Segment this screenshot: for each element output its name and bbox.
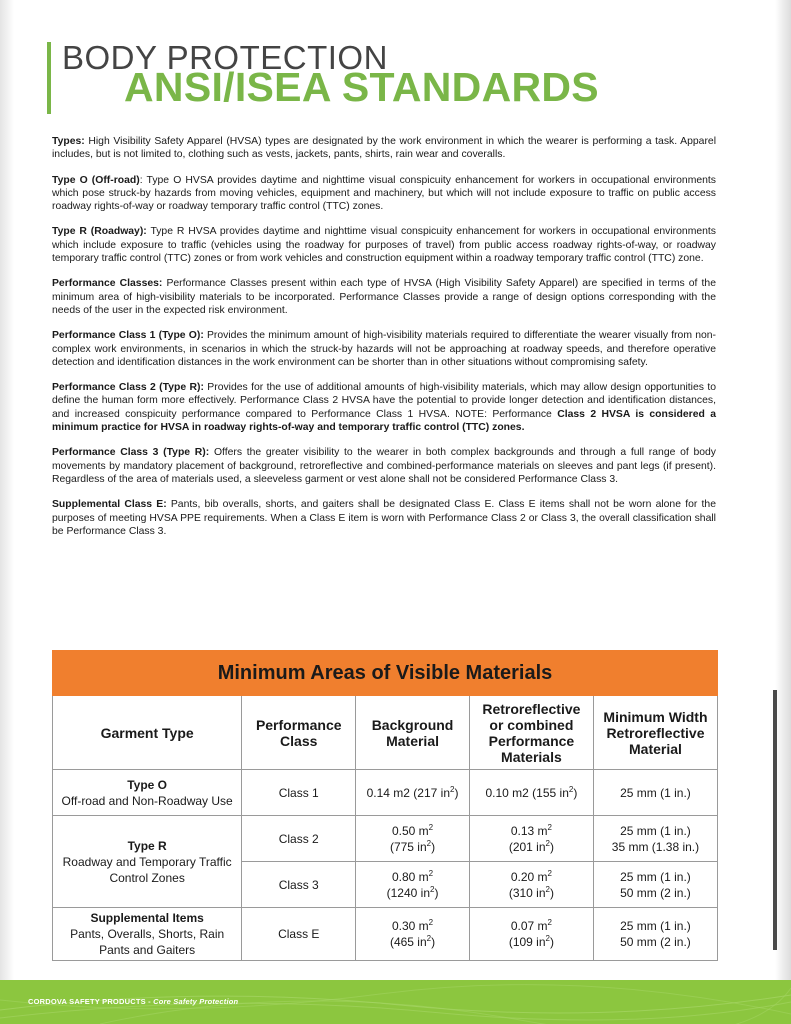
header-garment-type: Garment Type: [53, 696, 242, 770]
value-text: (310 in: [508, 885, 546, 900]
table-row: [53, 908, 718, 961]
width-cell: 25 mm (1 in.): [593, 770, 717, 816]
binding-edge: [773, 690, 777, 950]
header-background-material: Background Material: [356, 696, 470, 770]
value-text: 0.30 m: [391, 919, 429, 933]
paragraph-label: Performance Class 2 (Type R):: [52, 382, 204, 394]
value-text: (465 in: [389, 935, 427, 949]
paragraph-performance-classes: [52, 277, 716, 317]
table-header-row: [53, 696, 718, 770]
page-shadow-left: [0, 0, 14, 1024]
paragraph-text: Performance Classes present within each type of HVSA (High Visibility Safety Apparel) are specified in terms of the minimum area of high-visibility materials to be incorporated. Performance Classes provide a range of design options corresponding with the needs of the user in the expected risk environment.: [52, 278, 716, 316]
page-title-line2: ANSI/ISEA STANDARDS: [124, 64, 599, 110]
footer-brand: CORDOVA SAFETY PRODUCTS: [28, 997, 146, 1006]
superscript: 2: [426, 838, 432, 848]
superscript: 2: [450, 784, 455, 794]
width-cell: [593, 816, 717, 862]
superscript: 2: [430, 884, 435, 894]
table-row: [53, 770, 718, 816]
width-cell: [593, 908, 717, 961]
class-cell: Class 2: [242, 816, 356, 862]
footer-separator: -: [145, 997, 154, 1006]
value-text: (1240 in: [386, 885, 430, 900]
paragraph-label: Performance Class 3 (Type R):: [52, 447, 210, 459]
paragraph-label: Types:: [52, 136, 85, 147]
paragraph-text: Provides the minimum amount of high-visibility materials required to differentiate the wearer visually from non-complex work environments, in scenarios in which the struck-by hazards will not be approaching at roadway speeds, and therefore operative detection and identification distances in the work environment can be shorter than in other situations without compromising safety.: [52, 330, 716, 368]
page-shadow-right: [775, 0, 791, 1024]
superscript: 2: [547, 822, 552, 832]
paragraph-types: [52, 135, 716, 162]
paragraph-text: High Visibility Safety Apparel (HVSA) types are designated by the work environment in which the wearer is performing a task. Apparel includes, but is not limited to, clothing such as vests, jackets, pants, shirts, rain wear and coveralls.: [52, 136, 716, 161]
value-text: 0.80 m: [391, 869, 429, 884]
value-text: 25 mm (1 in.): [620, 823, 691, 838]
header-performance-class: Performance Class: [242, 696, 356, 770]
value-text: 0.10 m2 (155 in: [485, 785, 569, 800]
paren: ): [549, 885, 554, 900]
paren: ): [549, 839, 554, 854]
paragraph-type-r: [52, 225, 716, 265]
value-text: 50 mm (2 in.): [620, 935, 691, 949]
garment-desc: Pants, Overalls, Shorts, Rain Pants and Gaiters: [70, 927, 225, 957]
background-cell: [356, 908, 470, 961]
width-cell: [593, 862, 717, 908]
superscript: 2: [547, 868, 552, 878]
value-text: 0.13 m: [510, 823, 548, 838]
value-text: 0.07 m: [510, 919, 548, 933]
paren: ): [454, 785, 459, 800]
paragraph-class-e: [52, 498, 716, 538]
class-cell: Class E: [242, 908, 356, 961]
table-row: [53, 816, 718, 862]
header-retroreflective: Retroreflective or combined Performance Materials: [469, 696, 593, 770]
paragraph-text: Pants, bib overalls, shorts, and gaiters shall be designated Class E. Class E items shall not be worn alone for the purposes of meeting HVSA PPE requirements. When a Class E item is worn with Performance Class 2 or Class 3, the overall classification shall be Performance Class 3.: [52, 499, 716, 537]
background-cell: [356, 862, 470, 908]
paragraph-text: Offers the greater visibility to the wearer in both complex backgrounds and through a full range of body movements by mandatory placement of background, retroreflective and combined-performance materials on sleeves and pant legs (if present). Regardless of the area of materials used, a sleeveless garment or vest alone shall not be considered Performance Class 3.: [52, 447, 716, 485]
retro-cell: [469, 908, 593, 961]
paren: ): [431, 839, 436, 854]
garment-desc: Off-road and Non-Roadway Use: [61, 793, 233, 808]
superscript: 2: [426, 934, 432, 943]
paren: ): [431, 935, 436, 949]
paragraph-class-1: [52, 329, 716, 369]
paragraph-class-2: [52, 381, 716, 434]
paren: ): [549, 935, 554, 949]
paragraph-class-3: [52, 446, 716, 486]
paragraph-label: Type R (Roadway):: [52, 226, 147, 238]
value-text: 0.20 m: [510, 869, 548, 884]
class-cell: Class 3: [242, 862, 356, 908]
body-text: [52, 135, 716, 550]
superscript: 2: [545, 838, 550, 848]
value-text: 25 mm (1 in.): [620, 869, 691, 884]
background-cell: [356, 770, 470, 816]
value-text: (775 in: [389, 839, 427, 854]
header-minimum-width: Minimum Width Retroreflective Material: [593, 696, 717, 770]
table-title-row: [53, 651, 718, 696]
paragraph-type-o: [52, 174, 716, 214]
title-accent-bar: [47, 42, 51, 114]
retro-cell: [469, 862, 593, 908]
retro-cell: [469, 770, 593, 816]
paragraph-text: Type R HVSA provides daytime and nighttime visual conspicuity enhancement for workers in occupational environments which include exposure to traffic (vehicles using the roadway for purposes of travel) from public access roadway rights-of-way, or roadway temporary traffic control (TTC) zones or from work vehicles and construction equipment within a roadway temporary traffic control (TTC) zone.: [52, 226, 716, 265]
paragraph-text: Provides for the use of additional amounts of high-visibility materials, which may allow design opportunities to define the human form more effectively. Performance Class 2 HVSA have the potential to provide longer detection and identification distances, and increased conspicuity performance compared to Performance Class 1 HVSA. NOTE: Performance: [52, 382, 716, 420]
value-text: 50 mm (2 in.): [620, 885, 691, 900]
value-text: 25 mm (1 in.): [620, 919, 691, 933]
paren: ): [573, 785, 578, 800]
superscript: 2: [545, 934, 550, 943]
paragraph-label: Type O (Off-road): [52, 174, 140, 186]
paragraph-label: Performance Class 1 (Type O):: [52, 330, 204, 342]
visible-materials-table: [52, 650, 718, 961]
footer-tagline: Core Safety Protection: [153, 997, 239, 1006]
table-title: Minimum Areas of Visible Materials: [53, 651, 718, 696]
garment-name: Type R: [127, 838, 167, 853]
superscript: 2: [428, 822, 434, 832]
value-text: 0.14 m2 (217 in: [366, 785, 450, 800]
background-cell: [356, 816, 470, 862]
superscript: 2: [547, 918, 552, 927]
garment-cell-type-r: [53, 816, 242, 908]
superscript: 2: [428, 868, 434, 878]
garment-cell-supplemental: [53, 908, 242, 961]
value-text: (201 in: [508, 839, 546, 854]
paragraph-label: Supplemental Class E:: [52, 499, 167, 511]
paragraph-bold-note: Class 2 HVSA is considered a minimum practice for HVSA in roadway rights-of-way and temporary traffic control (TTC) zones.: [52, 408, 716, 434]
value-text: 0.50 m: [391, 823, 429, 838]
footer-band: [0, 980, 791, 1024]
value-text: (109 in: [508, 935, 546, 949]
garment-desc: Roadway and Temporary Traffic Control Zones: [62, 854, 232, 885]
garment-name: Type O: [127, 777, 168, 792]
footer-text: [28, 997, 238, 1006]
paragraph-label: Performance Classes:: [52, 278, 163, 290]
paragraph-text: : Type O HVSA provides daytime and nighttime visual conspicuity enhancement for workers in occupational environments which pose struck-by hazards from moving vehicles, equipment and machinery, but which will not include exposure to traffic on public access roadway rights-of-way or roadway temporary traffic control (TTC) zones.: [52, 174, 716, 213]
retro-cell: [469, 816, 593, 862]
class-cell: Class 1: [242, 770, 356, 816]
garment-name: Supplemental Items: [90, 911, 204, 925]
superscript: 2: [568, 784, 574, 794]
superscript: 2: [428, 918, 434, 927]
page-title-line1: BODY PROTECTION: [62, 39, 388, 76]
paren: ): [434, 885, 439, 900]
superscript: 2: [545, 884, 550, 894]
value-text: 35 mm (1.38 in.): [611, 839, 700, 854]
garment-cell-type-o: [53, 770, 242, 816]
